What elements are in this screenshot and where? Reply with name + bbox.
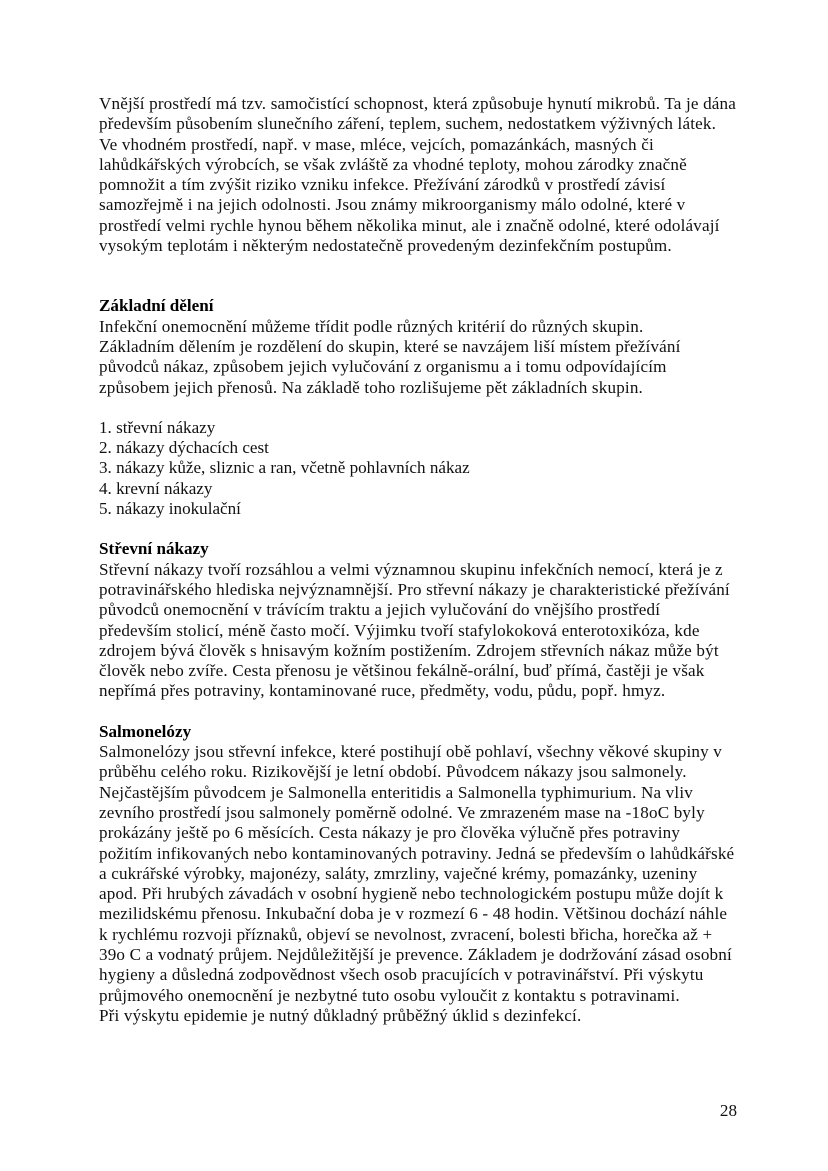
section-spacer	[99, 519, 737, 539]
section-spacer	[99, 256, 737, 296]
section-spacer	[99, 702, 737, 722]
strevni-nakazy-paragraph-1: Střevní nákazy tvoří rozsáhlou a velmi významnou skupinu infekčních nemocí, která je z potravinářského hlediska nejvýznamnější. Pro střevní nákazy je charakteristické přežívání původců onemocnění v trávícím traktu a jejich vylučování do vnějšího prostředí především stolicí, méně často močí. Výjimku tvoří stafylokoková enterotoxikóza, kde zdrojem bývá člověk s hnisavým kožním postižením. Zdrojem střevních nákaz může být člověk nebo zvíře. Cesta přenosu je většinou fekálně-orální, buď přímá, častěji je však nepřímá přes potraviny, kontaminované ruce, předměty, vodu, půdu, popř. hmyz.	[99, 559, 730, 701]
section-heading-zakladni-deleni: Základní dělení	[99, 296, 214, 316]
section-heading-salmonelozy: Salmonelózy	[99, 721, 192, 741]
zakladni-deleni-paragraph-1: Infekční onemocnění můžeme třídit podle různých kritérií do různých skupin.	[99, 316, 644, 336]
intro-paragraph: Vnější prostředí má tzv. samočistící schopnost, která způsobuje hynutí mikrobů. Ta je dána především působením slunečního záření, teplem, suchem, nedostatkem výživných látek. Ve vhodném prostředí, např. v mase, mléce, vejcích, pomazánkách, masných či lahůdkářských výrobcích, se však zvláště za vhodné teploty, mohou zárodky značně pomnožit a tím zvýšit riziko vzniku infekce. Přežívání zárodků v prostředí závisí samozřejmě i na jejich odolnosti. Jsou známy mikroorganismy málo odolné, které v prostředí velmi rychle hynou během několika minut, ale i značně odolné, které odolávají vysokým teplotám i některým nedostatečně provedeným dezinfekčním postupům.	[99, 94, 737, 256]
section-heading-strevni-nakazy: Střevní nákazy	[99, 539, 209, 559]
page-content	[99, 94, 737, 1026]
list-item: 3. nákazy kůže, sliznic a ran, včetně pohlavních nákaz	[99, 458, 470, 478]
list-item: 2. nákazy dýchacích cest	[99, 438, 269, 458]
salmonelozy-paragraph-2: Při výskytu epidemie je nutný důkladný průběžný úklid s dezinfekcí.	[99, 1005, 582, 1025]
list-item: 1. střevní nákazy	[99, 417, 216, 437]
list-spacer	[99, 398, 737, 418]
salmonelozy-paragraph-1: Salmonelózy jsou střevní infekce, které postihují obě pohlaví, všechny věkové skupiny v průběhu celého roku. Rizikovější je letní období. Původcem nákazy jsou salmonely. Nejčastějším původcem je Salmonella enteritidis a Salmonella typhimurium. Na vliv zevního prostředí jsou salmonely poměrně odolné. Ve zmrazeném mase na -18oC byly prokázány ještě po 6 měsících. Cesta nákazy je pro člověka výlučně přes potraviny požitím infikovaných nebo kontaminovaných potraviny. Jedná se především o lahůdkářské a cukrářské výrobky, majonézy, saláty, zmrzliny, vaječné krémy, pomazánky, uzeniny apod. Při hrubých závadách v osobní hygieně nebo technologickém postupu může dojít k mezilidskému přenosu. Inkubační doba je v rozmezí 6 - 48 hodin. Většinou dochází náhle k rychlému rozvoji příznaků, objeví se nevolnost, zvracení, bolesti břicha, horečka až + 39o C a vodnatý průjem. Nejdůležitější je prevence. Základem je dodržování zásad osobní hygieny a důsledná zodpovědnost všech osob pracujících v potravinářství. Při výskytu průjmového onemocnění je nezbytné tuto osobu vyloučit z kontaktu s potravinami.	[99, 742, 735, 1005]
page-number: 28	[719, 1101, 737, 1120]
zakladni-deleni-paragraph-2: Základním dělením je rozdělení do skupin, které se navzájem liší místem přežívání původců nákaz, způsobem jejich vylučování z organismu a i tomu odpovídajícím způsobem jejich přenosů. Na základě toho rozlišujeme pět základních skupin.	[99, 336, 681, 397]
list-item: 4. krevní nákazy	[99, 478, 213, 498]
list-item: 5. nákazy inokulační	[99, 499, 241, 519]
infection-groups-list	[99, 418, 737, 519]
